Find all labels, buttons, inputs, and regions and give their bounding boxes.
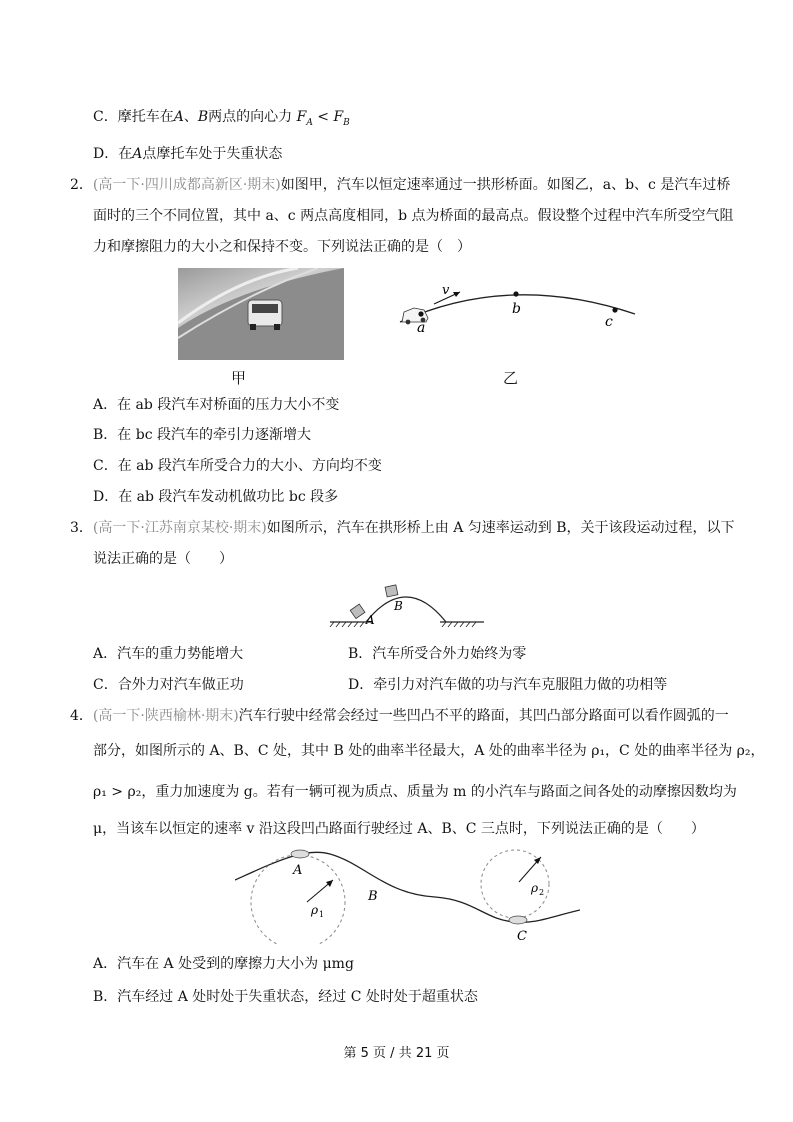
q4-option-a: A．汽车在 A 处受到的摩擦力大小为 μmg <box>93 956 354 972</box>
q2-option-a: A．在 ab 段汽车对桥面的压力大小不变 <box>93 397 340 413</box>
label-b: b <box>512 301 521 317</box>
q3-stem-line2: 说法正确的是（ ） <box>93 551 233 567</box>
car-icon-c <box>509 916 527 924</box>
q2-stem-line3: 力和摩擦阻力的大小之和保持不变。下列说法正确的是（ ） <box>93 239 471 255</box>
label-C: C <box>517 929 527 944</box>
q1-option-d: D．在A点摩托车处于失重状态 <box>93 146 283 162</box>
label-a: a <box>417 320 426 336</box>
label-rho1-sub: 1 <box>319 910 325 919</box>
q2-option-b: B．在 bc 段汽车的牵引力逐渐增大 <box>93 427 311 443</box>
label-c: c <box>605 314 613 330</box>
q3-stem-line1: 3．(高一下·江苏南京某校·期末)如图所示，汽车在拱形桥上由 A 匀速率运动到 B，关于该段运动过程，以下 <box>70 520 735 536</box>
caption-yi: 乙 <box>503 369 519 387</box>
label-A: A <box>293 863 303 878</box>
caption-jia: 甲 <box>231 369 247 387</box>
q2-option-d: D．在 ab 段汽车发动机做功比 bc 段多 <box>93 489 339 505</box>
label-A: A <box>366 613 375 627</box>
q3-option-c: C．合外力对汽车做正功 <box>93 677 244 693</box>
arch-bridge-diagram <box>328 580 488 632</box>
q2-stem-line2: 面时的三个不同位置，其中 a、c 两点高度相同，b 点为桥面的最高点。假设整个过程中汽车所受空气阻 <box>93 208 734 224</box>
q3-option-d: D．牵引力对汽车做的功与汽车克服阻力做的功相等 <box>348 677 668 693</box>
q1-option-c: C．摩托车在A、B两点的向心力 $F_A < F_B$ <box>93 109 350 128</box>
bumpy-road-diagram <box>235 842 580 944</box>
q3-option-a: A．汽车的重力势能增大 <box>93 646 244 662</box>
car-icon-a <box>291 850 309 858</box>
label-v: v <box>442 283 450 298</box>
q2-option-c: C．在 ab 段汽车所受合力的大小、方向均不变 <box>93 458 382 474</box>
bridge-car-photo <box>178 268 344 360</box>
label-rho2: ρ <box>531 881 539 895</box>
label-rho2-sub: 2 <box>539 888 545 897</box>
page-footer: 第 5 页 / 共 21 页 <box>343 1046 450 1061</box>
q2-stem-line1: 2．(高一下·四川成都高新区·期末)如图甲，汽车以恒定速率通过一拱形桥面。如图乙，a、b、c 是汽车过桥 <box>70 177 731 193</box>
label-B: B <box>368 889 378 904</box>
q4-stem-line3: ρ₁ > ρ₂，重力加速度为 g。若有一辆可视为质点、质量为 m 的小汽车与路面之间各处的动摩擦因数均为 <box>93 784 737 800</box>
label-rho1: ρ <box>311 903 319 917</box>
q4-option-b: B．汽车经过 A 处时处于失重状态，经过 C 处时处于超重状态 <box>93 989 478 1005</box>
label-B: B <box>394 599 403 613</box>
q4-stem-line4: μ，当该车以恒定的速率 v 沿这段凹凸路面行驶经过 A、B、C 三点时，下列说法正确的是（ ） <box>93 821 705 837</box>
q4-stem-line1: 4．(高一下·陕西榆林·期末)汽车行驶中经常会经过一些凹凸不平的路面，其凹凸部分路面可以看作圆弧的一 <box>70 708 729 724</box>
bridge-arc-diagram <box>390 270 650 350</box>
q3-option-b: B．汽车所受合外力始终为零 <box>348 646 527 662</box>
q4-stem-line2: 部分，如图所示的 A、B、C 处，其中 B 处的曲率半径最大，A 处的曲率半径为 ρ₁，C 处的曲率半径为 ρ₂， <box>93 743 765 759</box>
